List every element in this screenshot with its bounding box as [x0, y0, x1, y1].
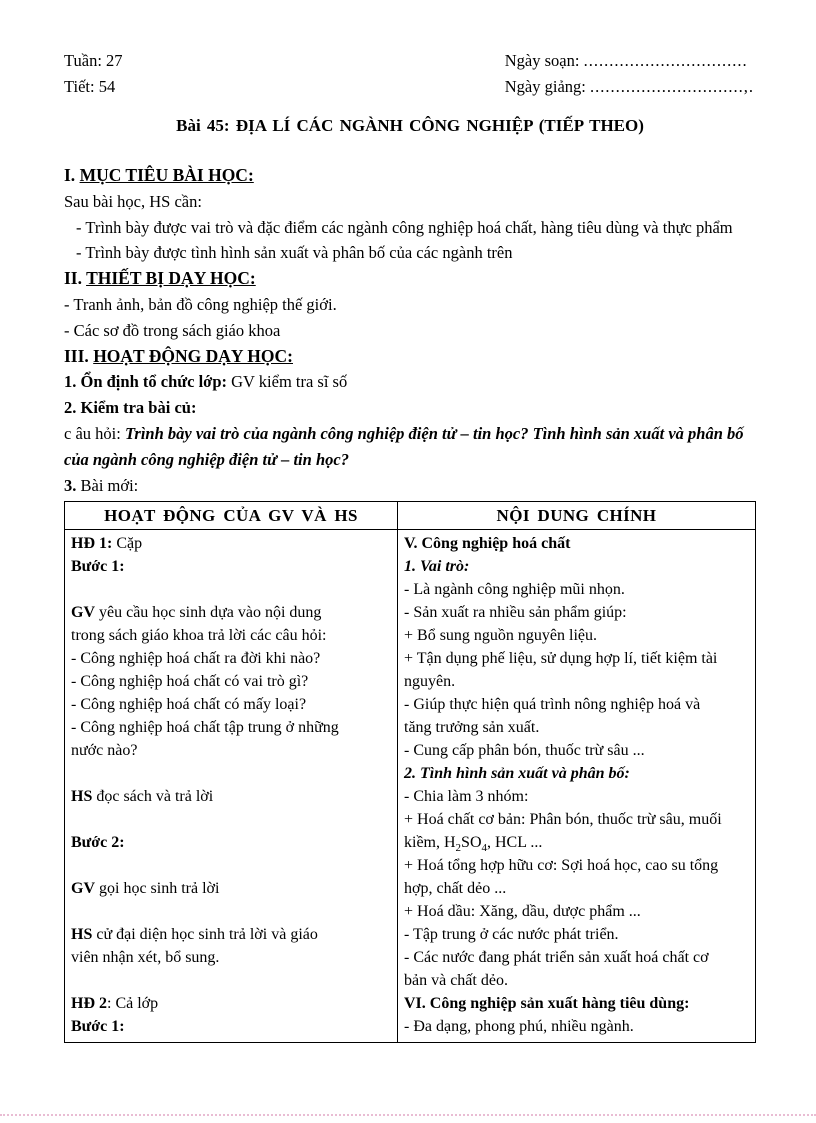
- text-line: [71, 762, 393, 785]
- text-line: [404, 900, 751, 923]
- text-segment: + Hoá chất cơ bản: Phân bón, thuốc trừ sâu, muối: [404, 811, 722, 829]
- text-line: [404, 601, 751, 624]
- text-segment: tăng trưởng sản xuất.: [404, 719, 540, 737]
- date-taught-line: [505, 74, 754, 100]
- text-line: [71, 670, 393, 693]
- text-line: [71, 532, 393, 555]
- text-segment: đọc sách và trả lời: [92, 788, 214, 806]
- text-segment: gọi học sinh trả lời: [95, 880, 220, 898]
- text-segment: V. Công nghiệp hoá chất: [404, 535, 571, 553]
- text-segment: - Là ngành công nghiệp mũi nhọn.: [404, 581, 625, 599]
- text-segment: - Sản xuất ra nhiều sản phẩm giúp:: [404, 604, 627, 622]
- document-meta: [64, 48, 756, 100]
- text-line: [404, 808, 751, 854]
- text-segment: 1. Ổn định tổ chức lớp:: [64, 372, 227, 392]
- date-taught-label: Ngày giảng:: [504, 77, 586, 96]
- text-line: [71, 969, 393, 992]
- lesson-number: Bài 45:: [176, 116, 230, 135]
- document-body: [64, 163, 756, 498]
- table-body-row: [65, 530, 756, 1043]
- section-title: MỤC TIÊU BÀI HỌC:: [79, 165, 254, 185]
- section-heading: [64, 266, 756, 292]
- text-segment: viên nhận xét, bổ sung.: [71, 949, 220, 967]
- text-line: [404, 647, 751, 693]
- text-line: [64, 318, 756, 344]
- text-line: [64, 369, 756, 395]
- text-line: [71, 854, 393, 877]
- text-segment: HS: [71, 788, 93, 806]
- text-segment: Bước 1:: [71, 558, 125, 576]
- text-line: [404, 946, 751, 992]
- section-heading: [64, 344, 756, 370]
- text-segment: + Bổ sung nguồn nguyên liệu.: [404, 627, 598, 645]
- page-break-divider: [0, 1114, 816, 1116]
- section-number: III.: [64, 345, 94, 366]
- text-line: [64, 292, 756, 318]
- text-segment: - Công nghiệp hoá chất có mấy loại?: [71, 696, 307, 714]
- table-body: [65, 530, 756, 1043]
- text-line: [71, 831, 393, 854]
- text-segment: HĐ 1:: [71, 535, 113, 553]
- meta-right: [505, 48, 756, 100]
- text-segment: VI. Công nghiệp sản xuất hàng tiêu dùng:: [404, 995, 690, 1013]
- text-segment: GV kiểm tra sĩ số: [227, 372, 348, 392]
- date-taught-blank: ..............................,.: [590, 77, 754, 96]
- text-line: [404, 693, 751, 739]
- text-segment: + Hoá dầu: Xăng, dầu, dược phẩm ...: [404, 903, 641, 921]
- text-line: [71, 716, 393, 762]
- text-line: [64, 395, 756, 421]
- text-segment: bản và chất dẻo.: [404, 972, 508, 990]
- text-segment: - Công nghiệp hoá chất tập trung ở những: [71, 719, 339, 737]
- text-segment: - Cung cấp phân bón, thuốc trừ sâu ...: [404, 742, 645, 760]
- text-line: [64, 421, 756, 473]
- text-segment: Sau bài học, HS cần:: [64, 191, 202, 211]
- date-prepared-blank: ................................: [583, 51, 748, 70]
- text-segment: Bài mới:: [76, 475, 139, 495]
- lesson-title: ĐỊA LÍ CÁC NGÀNH CÔNG NGHIỆP (TIẾP THEO): [229, 116, 644, 135]
- text-line: [404, 923, 751, 946]
- text-segment: hợp, chất dẻo ...: [404, 880, 507, 898]
- text-segment: - Các nước đang phát triển sản xuất hoá chất cơ: [404, 949, 709, 967]
- section-title: HOẠT ĐỘNG DẠY HỌC:: [93, 345, 293, 366]
- text-segment: , HCL ...: [487, 834, 543, 852]
- text-segment: GV: [71, 880, 95, 898]
- text-segment: 3.: [64, 475, 77, 495]
- text-segment: trong sách giáo khoa trả lời các câu hỏi:: [71, 627, 327, 645]
- meta-left: [64, 48, 123, 100]
- week-label: Tuần: 27: [64, 51, 123, 70]
- lesson-activity-table: [64, 501, 756, 1043]
- text-segment: - Tranh ảnh, bản đồ công nghiệp thế giới.: [64, 294, 337, 314]
- text-segment: HĐ 2: [71, 995, 107, 1013]
- table-header-row: [65, 502, 756, 530]
- text-line: [404, 578, 751, 601]
- section-title: THIẾT BỊ DẠY HỌC:: [86, 268, 256, 289]
- section-number: II.: [64, 268, 87, 289]
- table-head: [65, 502, 756, 530]
- table-cell-activities: [65, 530, 398, 1043]
- text-line: [404, 532, 751, 555]
- text-line: [71, 693, 393, 716]
- text-segment: cử đại diện học sinh trả lời và giáo: [92, 926, 318, 944]
- text-line: [71, 555, 393, 578]
- text-segment: - Công nghiệp hoá chất có vai trò gì?: [71, 673, 309, 691]
- text-segment: - Trình bày được vai trò và đặc điểm các ngành công nghiệp hoá chất, hàng tiêu dùng và thực phẩm: [76, 217, 733, 237]
- text-line: [404, 739, 751, 762]
- table-cell-content: [398, 530, 756, 1043]
- text-line: [71, 877, 393, 900]
- text-line: [404, 854, 751, 900]
- text-segment: nguyên.: [404, 673, 456, 691]
- text-segment: : Cả lớp: [107, 995, 159, 1013]
- text-segment: + Tận dụng phế liệu, sử dụng hợp lí, tiết kiệm tài: [404, 650, 718, 668]
- text-segment: - Đa dạng, phong phú, nhiều ngành.: [404, 1018, 634, 1036]
- text-segment: yêu cầu học sinh dựa vào nội dung: [95, 604, 322, 622]
- text-segment: GV: [71, 604, 95, 622]
- text-segment: c âu hỏi:: [64, 423, 125, 443]
- text-line: [71, 923, 393, 969]
- text-line: [64, 240, 756, 266]
- text-line: [71, 578, 393, 601]
- text-line: [64, 189, 756, 215]
- text-line: [64, 215, 756, 241]
- text-line: [71, 785, 393, 808]
- text-line: [71, 601, 393, 647]
- text-segment: nước nào?: [71, 742, 138, 760]
- table-header-activities: HOẠT ĐỘNG CỦA GV VÀ HS: [65, 502, 398, 530]
- text-segment: Cặp: [112, 535, 143, 553]
- text-line: [71, 900, 393, 923]
- text-line: [71, 992, 393, 1015]
- text-segment: Bước 1:: [71, 1018, 125, 1036]
- text-segment: 1. Vai trò:: [404, 558, 470, 576]
- text-line: [404, 762, 751, 785]
- text-line: [64, 473, 756, 499]
- period-label: Tiết: 54: [64, 77, 116, 96]
- text-segment: 2. Tình hình sản xuất và phân bố:: [404, 765, 630, 783]
- text-segment: 2: [455, 842, 462, 855]
- text-line: [71, 1015, 393, 1038]
- text-segment: + Hoá tổng hợp hữu cơ: Sợi hoá học, cao su tổng: [404, 857, 719, 875]
- text-segment: - Trình bày được tình hình sản xuất và phân bố của các ngành trên: [76, 243, 513, 263]
- text-segment: Bước 2:: [71, 834, 125, 852]
- text-line: [71, 647, 393, 670]
- text-segment: 2. Kiểm tra bài củ:: [64, 398, 197, 418]
- text-segment: - Tập trung ở các nước phát triển.: [404, 926, 619, 944]
- text-segment: - Chia làm 3 nhóm:: [404, 788, 529, 806]
- page-title: [64, 113, 756, 139]
- text-segment: SO: [461, 834, 482, 852]
- text-segment: HS: [71, 926, 93, 944]
- text-line: [71, 808, 393, 831]
- date-prepared-line: [505, 48, 754, 74]
- table-header-content: NỘI DUNG CHÍNH: [398, 502, 756, 530]
- text-segment: - Giúp thực hiện quá trình nông nghiệp hoá và: [404, 696, 701, 714]
- text-segment: Trình bày vai trò của ngành công nghiệp điện tử – tin học? Tình hình sản xuất và phân bố của ngành công nghiệp điện tử – tin học?: [64, 423, 744, 469]
- section-heading: [64, 163, 756, 189]
- section-number: I.: [64, 165, 80, 185]
- text-line: [404, 555, 751, 578]
- text-segment: 4: [481, 842, 487, 855]
- date-prepared-label: Ngày soạn:: [504, 51, 580, 70]
- text-line: [404, 992, 751, 1015]
- text-line: [404, 624, 751, 647]
- text-segment: - Các sơ đồ trong sách giáo khoa: [64, 320, 281, 340]
- text-line: [404, 1015, 751, 1038]
- text-segment: - Công nghiệp hoá chất ra đời khi nào?: [71, 650, 321, 668]
- text-segment: kiềm, H: [404, 834, 456, 852]
- text-line: [404, 785, 751, 808]
